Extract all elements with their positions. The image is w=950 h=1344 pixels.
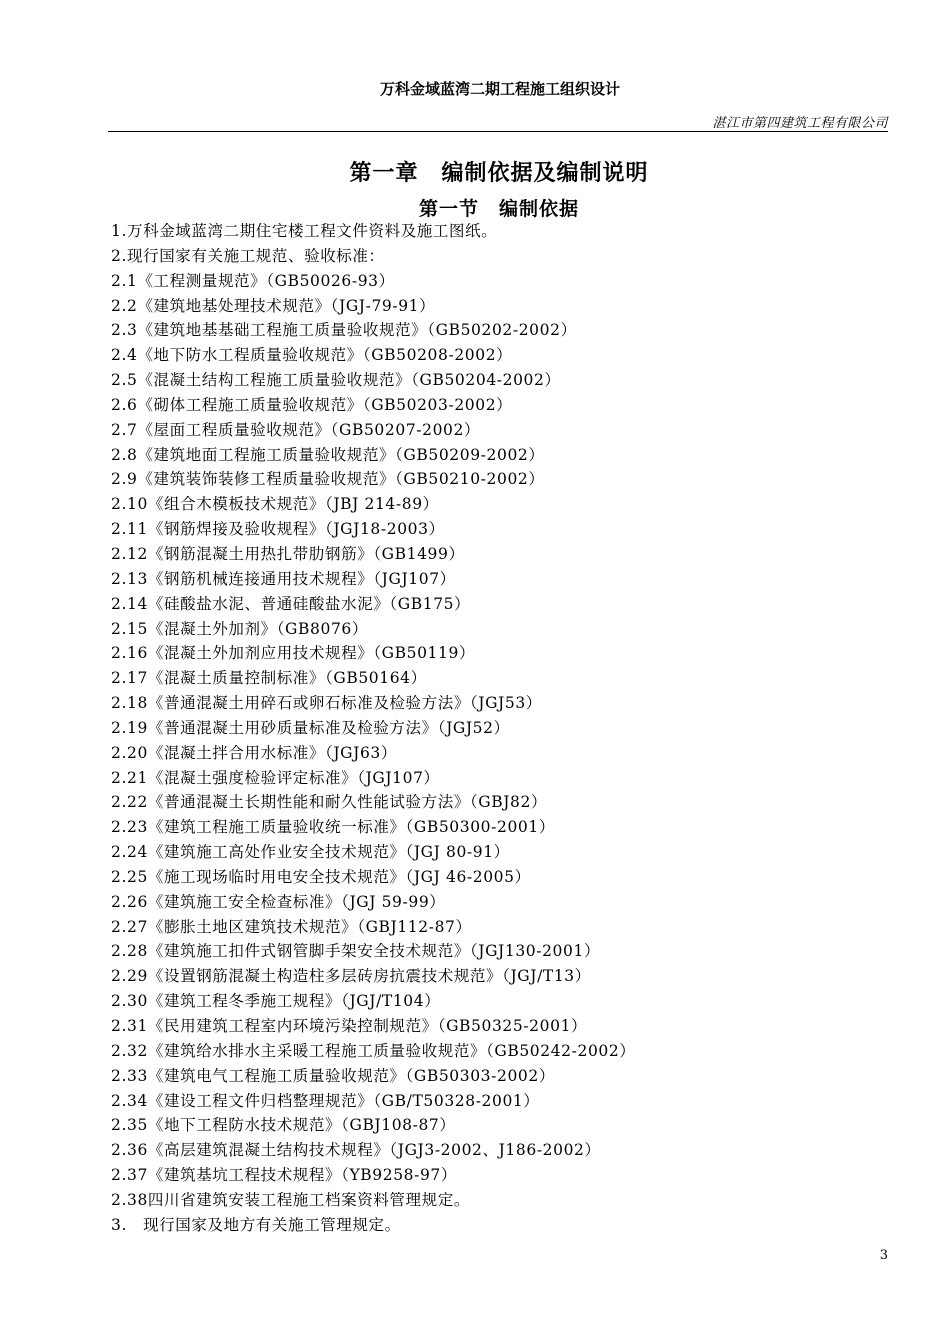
list-item: 2.1《工程测量规范》（GB50026-93） xyxy=(111,271,395,290)
list-item: 2.24《建筑施工高处作业安全技术规范》（JGJ 80-91） xyxy=(111,843,510,862)
list-item: 2.22《普通混凝土长期性能和耐久性能试验方法》（GBJ82） xyxy=(111,793,548,812)
list-item: 2.29《设置钢筋混凝土构造柱多层砖房抗震技术规范》（JGJ/T13） xyxy=(111,967,591,986)
list-item: 2.现行国家有关施工规范、验收标准： xyxy=(111,246,385,265)
list-item: 2.15《混凝土外加剂》（GB8076） xyxy=(111,619,368,638)
list-item: 2.31《民用建筑工程室内环境污染控制规范》（GB50325-2001） xyxy=(111,1017,588,1035)
list-item: 2.19《普通混凝土用砂质量标准及检验方法》（JGJ52） xyxy=(111,718,510,737)
list-item: 2.30《建筑工程冬季施工规程》（JGJ/T104） xyxy=(111,992,441,1011)
list-item: 2.7《屋面工程质量验收规范》（GB50207-2002） xyxy=(111,420,481,439)
list-item: 2.8《建筑地面工程施工质量验收规范》（GB50209-2002） xyxy=(111,445,545,464)
list-item: 2.6《砌体工程施工质量验收规范》（GB50203-2002） xyxy=(111,395,513,414)
list-item: 2.38四川省建筑安装工程施工档案资料管理规定。 xyxy=(111,1190,470,1209)
header-divider xyxy=(108,131,888,132)
list-item: 2.17《混凝土质量控制标准》（GB50164） xyxy=(111,669,427,688)
chapter-title: 第一章 编制依据及编制说明 xyxy=(349,160,649,186)
list-item: 2.35《地下工程防水技术规范》（GBJ108-87） xyxy=(111,1116,456,1135)
company-name: 湛江市第四建筑工程有限公司 xyxy=(712,116,888,131)
list-item: 2.32《建筑给水排水主采暖工程施工质量验收规范》（GB50242-2002） xyxy=(111,1041,636,1060)
standards-list xyxy=(111,219,635,1238)
list-item: 2.3《建筑地基基础工程施工质量验收规范》（GB50202-2002） xyxy=(111,321,577,340)
list-item: 2.34《建设工程文件归档整理规范》（GB/T50328-2001） xyxy=(111,1091,540,1110)
list-item: 2.27《膨胀土地区建筑技术规范》（GBJ112-87） xyxy=(111,917,472,936)
list-item: 1.万科金域蓝湾二期住宅楼工程文件资料及施工图纸。 xyxy=(111,222,498,240)
list-item: 2.16《混凝土外加剂应用技术规程》（GB50119） xyxy=(111,644,476,663)
list-item: 2.11《钢筋焊接及验收规程》（JGJ18-2003） xyxy=(111,520,445,539)
list-item: 2.28《建筑施工扣件式钢管脚手架安全技术规范》（JGJ130-2001） xyxy=(111,942,601,961)
list-item: 2.36《高层建筑混凝土结构技术规程》（JGJ3-2002、J186-2002） xyxy=(111,1141,601,1160)
list-item: 2.12《钢筋混凝土用热扎带肋钢筋》（GB1499） xyxy=(111,544,465,563)
list-item: 2.25《施工现场临时用电安全技术规范》（JGJ 46-2005） xyxy=(111,867,531,886)
list-item: 2.23《建筑工程施工质量验收统一标准》（GB50300-2001） xyxy=(111,818,555,837)
list-item: 2.33《建筑电气工程施工质量验收规范》（GB50303-2002） xyxy=(111,1066,555,1085)
list-item: 2.9《建筑装饰装修工程质量验收规范》（GB50210-2002） xyxy=(111,470,545,489)
list-item: 2.37《建筑基坑工程技术规程》（YB9258-97） xyxy=(111,1166,457,1185)
page-number: 3 xyxy=(879,1248,888,1263)
section-title: 第一节 编制依据 xyxy=(418,198,579,220)
list-item: 2.26《建筑施工安全检查标准》（JGJ 59-99） xyxy=(111,892,446,911)
list-item: 3. 现行国家及地方有关施工管理规定。 xyxy=(111,1215,401,1234)
document-header-title: 万科金域蓝湾二期工程施工组织设计 xyxy=(379,80,620,98)
list-item: 2.10《组合木模板技术规范》（JBJ 214-89） xyxy=(111,495,439,514)
list-item: 2.4《地下防水工程质量验收规范》（GB50208-2002） xyxy=(111,346,513,365)
list-item: 2.21《混凝土强度检验评定标准》（JGJ107） xyxy=(111,768,440,787)
list-item: 2.5《混凝土结构工程施工质量验收规范》（GB50204-2002） xyxy=(111,371,561,390)
list-item: 2.13《钢筋机械连接通用技术规程》（JGJ107） xyxy=(111,569,456,588)
list-item: 2.18《普通混凝土用碎石或卵石标准及检验方法》（JGJ53） xyxy=(111,694,542,713)
list-item: 2.20《混凝土拌合用水标准》（JGJ63） xyxy=(111,743,397,762)
list-item: 2.14《硅酸盐水泥、普通硅酸盐水泥》（GB175） xyxy=(111,594,471,613)
list-item: 2.2《建筑地基处理技术规范》（JGJ-79-91） xyxy=(111,296,436,315)
